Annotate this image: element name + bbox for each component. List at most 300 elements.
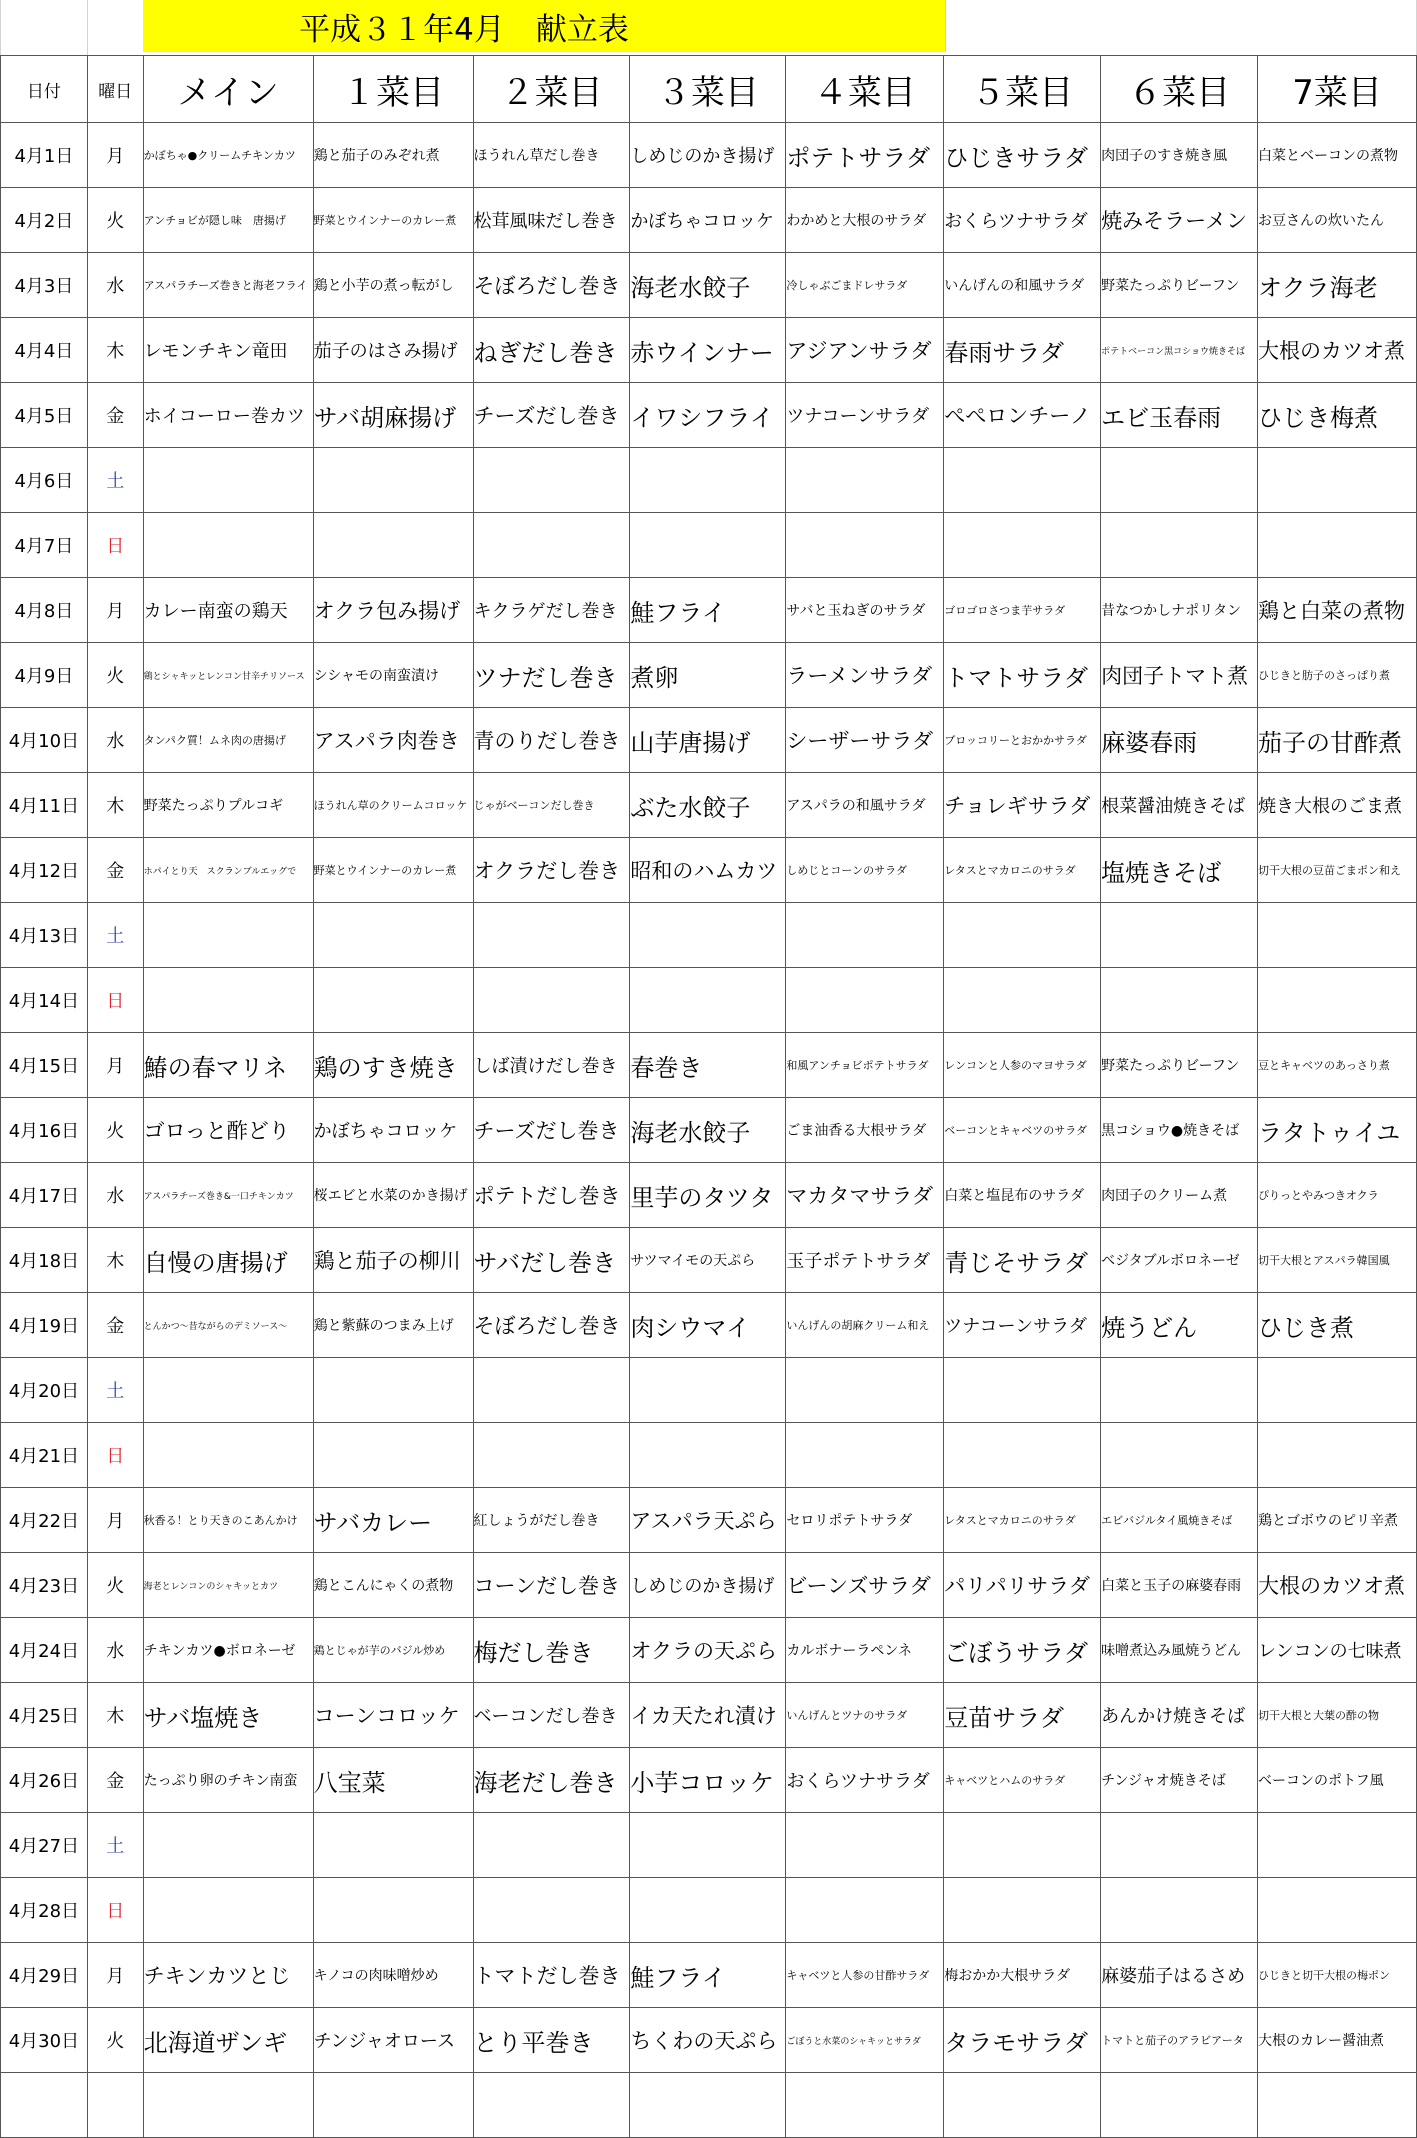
dish-name: しめじのかき揚げ [630, 1576, 775, 1597]
side-dish-cell [1258, 1683, 1417, 1748]
side-dish-cell [313, 1878, 473, 1943]
weekday-cell [87, 2073, 143, 2138]
side-dish-cell [944, 578, 1101, 643]
side-dish-cell [786, 773, 944, 838]
side-dish-cell [313, 838, 473, 903]
side-dish-cell [313, 318, 473, 383]
side-dish-cell [1101, 1683, 1258, 1748]
side-dish-cell [630, 643, 786, 708]
side-dish-cell [630, 968, 786, 1033]
date-cell: 4月14日 [1, 968, 88, 1033]
side-dish-cell [630, 2073, 786, 2138]
dish-name: 野菜とウインナーのカレー煮 [313, 214, 457, 227]
dish-name: 鶏と白菜の煮物 [1258, 599, 1406, 623]
dish-name: 鶏とこんにゃくの煮物 [313, 1578, 454, 1594]
side-dish-cell [473, 448, 630, 513]
dish-name: ひじき煮 [1258, 1313, 1355, 1342]
side-dish-cell [786, 1033, 944, 1098]
weekday-cell: 金 [87, 1293, 143, 1358]
side-dish-cell [944, 838, 1101, 903]
side-dish-cell [1258, 188, 1417, 253]
side-dish-cell [786, 968, 944, 1033]
side-dish-cell [1101, 1553, 1258, 1618]
dish-name: 白菜と玉子の麻婆春雨 [1101, 1578, 1242, 1594]
weekday-cell: 月 [87, 1488, 143, 1553]
dish-name: 切干大根とアスパラ韓国風 [1258, 1254, 1390, 1267]
dish-name: 春雨サラダ [944, 338, 1064, 367]
side-dish-cell [1258, 773, 1417, 838]
main-dish-cell [143, 188, 313, 253]
dish-name: ラーメンサラダ [786, 664, 933, 688]
side-dish-cell [630, 838, 786, 903]
side-dish-cell [313, 1813, 473, 1878]
side-dish-cell [1258, 513, 1417, 578]
side-dish-cell [1258, 1033, 1417, 1098]
side-dish-cell [473, 1943, 630, 2008]
table-row [1, 1553, 1417, 1618]
dish-name: ラタトゥイユ [1258, 1118, 1401, 1147]
date-cell: 4月24日 [1, 1618, 88, 1683]
date-cell: 4月10日 [1, 708, 88, 773]
side-dish-cell [1258, 2073, 1417, 2138]
side-dish-cell [630, 1488, 786, 1553]
side-dish-cell [473, 188, 630, 253]
dish-name: 茄子の甘酢煮 [1258, 728, 1403, 757]
dish-name: 鶏とじゃが芋のバジル炒め [313, 1644, 446, 1657]
main-dish-cell [143, 838, 313, 903]
side-dish-cell [630, 188, 786, 253]
main-dish-cell [143, 1748, 313, 1813]
side-dish-cell [313, 968, 473, 1033]
weekday-cell: 火 [87, 1553, 143, 1618]
main-dish-cell [143, 253, 313, 318]
side-dish-cell [786, 2008, 944, 2073]
dish-name: オクラだし巻き [473, 859, 621, 883]
side-dish-cell [313, 708, 473, 773]
dish-name: サバと玉ねぎのサラダ [786, 603, 926, 619]
dish-name: レタスとマカロニのサラダ [944, 1514, 1076, 1527]
dish-name: アンチョビが隠し味 唐揚げ [143, 214, 286, 227]
dish-name: ねぎだし巻き [473, 338, 618, 367]
side-dish-cell [473, 708, 630, 773]
dish-name: アスパラチーズ巻きと海老フライ [143, 279, 308, 292]
table-row [1, 838, 1417, 903]
side-dish-cell [786, 253, 944, 318]
side-dish-cell [944, 708, 1101, 773]
table-row [1, 188, 1417, 253]
weekday-cell: 木 [87, 773, 143, 838]
main-dish-cell [143, 1293, 313, 1358]
dish-name: 青じそサラダ [944, 1248, 1088, 1277]
dish-name: 秋香る！とり天きのこあんかけ [143, 1514, 298, 1527]
side-dish-cell [473, 838, 630, 903]
main-dish-cell [143, 1878, 313, 1943]
side-dish-cell [630, 1293, 786, 1358]
dish-name: サバカレー [313, 1508, 433, 1537]
dish-name: 山芋唐揚げ [630, 728, 751, 757]
dish-name: ベーコンだし巻き [473, 1706, 618, 1727]
date-cell: 4月30日 [1, 2008, 88, 2073]
dish-name: 梅おかか大根サラダ [944, 1968, 1071, 1984]
side-dish-cell [1258, 1423, 1417, 1488]
side-dish-cell [313, 513, 473, 578]
dish-name: ぶた水餃子 [630, 793, 751, 822]
side-dish-cell [630, 1423, 786, 1488]
weekday-cell: 日 [87, 968, 143, 1033]
table-row [1, 903, 1417, 968]
table-row [1, 708, 1417, 773]
dish-name: ベーコンのポトフ風 [1258, 1773, 1384, 1789]
dish-name: 八宝菜 [313, 1768, 386, 1797]
side-dish-cell [944, 318, 1101, 383]
main-dish-cell [143, 1683, 313, 1748]
side-dish-cell [944, 1293, 1101, 1358]
dish-name: ひじき梅煮 [1258, 403, 1379, 432]
date-cell: 4月4日 [1, 318, 88, 383]
side-dish-cell [473, 1358, 630, 1423]
side-dish-cell [1258, 253, 1417, 318]
dish-name: シシャモの南蛮漬け [313, 668, 439, 684]
side-dish-cell [473, 968, 630, 1033]
dish-name: ぺぺロンチーノ [944, 404, 1091, 428]
table-row [1, 1358, 1417, 1423]
dish-name: サツマイモの天ぷら [630, 1253, 756, 1269]
side-dish-cell [313, 1228, 473, 1293]
side-dish-cell [630, 513, 786, 578]
dish-name: イカ天たれ漬け [630, 1704, 777, 1728]
side-dish-cell [944, 1163, 1101, 1228]
weekday-cell: 土 [87, 1358, 143, 1423]
dish-name: 焼みそラーメン [1101, 209, 1248, 233]
side-dish-cell [313, 643, 473, 708]
side-dish-cell [313, 1293, 473, 1358]
dish-name: ぴりっとやみつきオクラ [1258, 1189, 1379, 1202]
dish-name: 味噌煮込み風焼うどん [1101, 1643, 1242, 1659]
dish-name: チキンカツとじ [143, 1964, 291, 1988]
dish-name: 鶏と茄子のみぞれ煮 [313, 148, 440, 164]
table-row [1, 318, 1417, 383]
table-row [1, 1228, 1417, 1293]
dish-name: 玉子ポテトサラダ [786, 1251, 931, 1272]
dish-name: ひじきと切干大根の梅ポン [1258, 1969, 1391, 1982]
date-cell: 4月2日 [1, 188, 88, 253]
side-dish-cell [630, 708, 786, 773]
dish-name: 海老水餃子 [630, 1118, 751, 1147]
side-dish-cell [473, 1228, 630, 1293]
dish-name: パリパリサラダ [944, 1574, 1090, 1598]
date-cell: 4月19日 [1, 1293, 88, 1358]
header-weekday: 曜日 [87, 56, 143, 123]
dish-name: サバ塩焼き [143, 1703, 263, 1732]
dish-name: チョレギサラダ [944, 794, 1091, 818]
side-dish-cell [944, 773, 1101, 838]
side-dish-cell [944, 1748, 1101, 1813]
weekday-cell: 水 [87, 708, 143, 773]
side-dish-cell [1258, 1358, 1417, 1423]
dish-name: 春巻き [630, 1053, 703, 1082]
side-dish-cell [786, 708, 944, 773]
side-dish-cell [1101, 1293, 1258, 1358]
side-dish-cell [313, 1683, 473, 1748]
side-dish-cell [944, 903, 1101, 968]
side-dish-cell [630, 1033, 786, 1098]
date-cell: 4月13日 [1, 903, 88, 968]
dish-name: キノコの肉味噌炒め [313, 1968, 439, 1984]
dish-name: 茄子のはさみ揚げ [313, 341, 458, 362]
main-dish-cell [143, 123, 313, 188]
side-dish-cell [786, 1748, 944, 1813]
table-row [1, 1878, 1417, 1943]
side-dish-cell [944, 2008, 1101, 2073]
dish-name: 豆とキャベツのあっさり煮 [1258, 1059, 1390, 1072]
side-dish-cell [630, 1553, 786, 1618]
side-dish-cell [473, 1878, 630, 1943]
side-dish-cell [630, 448, 786, 513]
weekday-cell: 日 [87, 1878, 143, 1943]
side-dish-cell [944, 1228, 1101, 1293]
side-dish-cell [313, 2073, 473, 2138]
dish-name: 海老だし巻き [473, 1768, 618, 1797]
dish-name: 鶏と小芋の煮っ転がし [313, 278, 454, 294]
side-dish-cell [1258, 578, 1417, 643]
side-dish-cell [786, 1488, 944, 1553]
date-cell: 4月22日 [1, 1488, 88, 1553]
dish-name: コーンだし巻き [473, 1574, 621, 1598]
main-dish-cell [143, 1358, 313, 1423]
dish-name: 松茸風味だし巻き [473, 211, 618, 232]
side-dish-cell [1258, 1618, 1417, 1683]
side-dish-cell [1101, 1488, 1258, 1553]
dish-name: おくらツナサラダ [944, 211, 1088, 232]
side-dish-cell [944, 513, 1101, 578]
date-cell: 4月11日 [1, 773, 88, 838]
side-dish-cell [630, 1228, 786, 1293]
side-dish-cell [944, 1878, 1101, 1943]
table-row [1, 2008, 1417, 2073]
side-dish-cell [786, 1943, 944, 2008]
dish-name: チキンカツ●ボロネーゼ [143, 1643, 296, 1659]
main-dish-cell [143, 578, 313, 643]
dish-name: ポテトサラダ [786, 143, 931, 172]
date-cell: 4月3日 [1, 253, 88, 318]
side-dish-cell [313, 123, 473, 188]
side-dish-cell [1101, 188, 1258, 253]
header-dish-5: ５菜目 [944, 56, 1101, 123]
date-cell: 4月25日 [1, 1683, 88, 1748]
dish-name: 青のりだし巻き [473, 729, 621, 753]
dish-name: ベジタブルボロネーゼ [1101, 1253, 1240, 1269]
side-dish-cell [473, 1488, 630, 1553]
side-dish-cell [473, 1553, 630, 1618]
dish-name: 里芋のタツタ [630, 1183, 774, 1212]
side-dish-cell [1258, 1813, 1417, 1878]
dish-name: おくらツナサラダ [786, 1771, 930, 1792]
side-dish-cell [944, 1033, 1101, 1098]
side-dish-cell [473, 383, 630, 448]
dish-name: いんげんの和風サラダ [944, 278, 1085, 294]
side-dish-cell [313, 1423, 473, 1488]
dish-name: 鮭フライ [630, 598, 726, 627]
side-dish-cell [786, 578, 944, 643]
dish-name: 鶏と紫蘇のつまみ上げ [313, 1318, 454, 1334]
side-dish-cell [1258, 2008, 1417, 2073]
dish-name: ベーコンとキャベツのサラダ [944, 1124, 1088, 1137]
main-dish-cell [143, 1098, 313, 1163]
side-dish-cell [630, 1618, 786, 1683]
table-row [1, 1423, 1417, 1488]
dish-name: ひじきと肪子のさっぱり煮 [1258, 669, 1391, 682]
date-cell: 4月7日 [1, 513, 88, 578]
dish-name: 紅しょうがだし巻き [473, 1513, 600, 1529]
side-dish-cell [1101, 1423, 1258, 1488]
dish-name: 黒コショウ●焼きそば [1101, 1123, 1240, 1139]
main-dish-cell [143, 1553, 313, 1618]
date-cell: 4月15日 [1, 1033, 88, 1098]
side-dish-cell [944, 1943, 1101, 2008]
page-title: 平成３１年4月 献立表 [299, 11, 629, 48]
side-dish-cell [313, 383, 473, 448]
dish-name: 切干大根と大葉の酢の物 [1258, 1709, 1380, 1722]
side-dish-cell [944, 1488, 1101, 1553]
date-cell: 4月27日 [1, 1813, 88, 1878]
side-dish-cell [473, 1163, 630, 1228]
date-cell: 4月23日 [1, 1553, 88, 1618]
side-dish-cell [944, 383, 1101, 448]
dish-name: 切干大根の豆苗ごまポン和え [1258, 864, 1402, 877]
dish-name: 肉団子のクリーム煮 [1101, 1188, 1228, 1204]
side-dish-cell [1258, 903, 1417, 968]
dish-name: エビ玉春雨 [1101, 403, 1222, 432]
side-dish-cell [944, 1423, 1101, 1488]
side-dish-cell [1258, 1293, 1417, 1358]
side-dish-cell [313, 1358, 473, 1423]
main-dish-cell [143, 1163, 313, 1228]
side-dish-cell [786, 1683, 944, 1748]
side-dish-cell [1101, 2008, 1258, 2073]
date-cell: 4月8日 [1, 578, 88, 643]
side-dish-cell [786, 903, 944, 968]
side-dish-cell [1101, 1358, 1258, 1423]
side-dish-cell [313, 1748, 473, 1813]
table-row [1, 578, 1417, 643]
side-dish-cell [313, 448, 473, 513]
dish-name: 麻婆春雨 [1101, 728, 1198, 757]
side-dish-cell [1258, 1943, 1417, 2008]
dish-name: サバ胡麻揚げ [313, 403, 457, 432]
side-dish-cell [313, 578, 473, 643]
side-dish-cell [1101, 708, 1258, 773]
side-dish-cell [473, 2073, 630, 2138]
side-dish-cell [313, 188, 473, 253]
table-row [1, 1488, 1417, 1553]
side-dish-cell [1258, 1163, 1417, 1228]
dish-name: ブロッコリーとおかかサラダ [944, 734, 1087, 747]
weekday-cell: 金 [87, 1748, 143, 1813]
dish-name: 鶏のすき焼き [313, 1053, 458, 1082]
side-dish-cell [1101, 1098, 1258, 1163]
dish-name: イワシフライ [630, 403, 774, 432]
side-dish-cell [630, 1683, 786, 1748]
side-dish-cell [1258, 1553, 1417, 1618]
side-dish-cell [1101, 513, 1258, 578]
dish-name: ゴロっと酢どり [143, 1119, 290, 1143]
side-dish-cell [786, 318, 944, 383]
weekday-cell: 火 [87, 188, 143, 253]
side-dish-cell [786, 1813, 944, 1878]
date-cell: 4月9日 [1, 643, 88, 708]
side-dish-cell [786, 513, 944, 578]
table-row [1, 1943, 1417, 2008]
weekday-cell: 日 [87, 1423, 143, 1488]
dish-name: エビバジルタイ風焼きそば [1101, 1514, 1233, 1527]
date-cell [1, 2073, 88, 2138]
dish-name: レンコンの七味煮 [1258, 1641, 1402, 1662]
side-dish-cell [1101, 123, 1258, 188]
side-dish-cell [630, 383, 786, 448]
side-dish-cell [313, 773, 473, 838]
dish-name: ごぼうと水菜のシャキッとサラダ [786, 2036, 921, 2047]
side-dish-cell [313, 1488, 473, 1553]
dish-name: お豆さんの炊いたん [1258, 213, 1385, 229]
side-dish-cell [944, 1098, 1101, 1163]
dish-name: 和風アンチョビポテトサラダ [786, 1059, 929, 1072]
dish-name: 煮卵 [630, 663, 679, 692]
header-main: メイン [143, 56, 313, 123]
side-dish-cell [944, 1683, 1101, 1748]
main-dish-cell [143, 1423, 313, 1488]
dish-name: チンジャオ焼きそば [1101, 1773, 1226, 1789]
weekday-cell: 月 [87, 578, 143, 643]
side-dish-cell [944, 1813, 1101, 1878]
side-dish-cell [1258, 448, 1417, 513]
side-dish-cell [313, 1098, 473, 1163]
dish-name: 野菜たっぷりプルコギ [143, 798, 284, 814]
side-dish-cell [786, 188, 944, 253]
dish-name: ツナコーンサラダ [786, 406, 930, 427]
weekday-cell: 月 [87, 1943, 143, 2008]
side-dish-cell [1101, 448, 1258, 513]
side-dish-cell [1258, 383, 1417, 448]
dish-name: いんげんとツナのサラダ [786, 1709, 908, 1722]
dish-name: じゃがベーコンだし巻き [473, 799, 595, 812]
table-row [1, 1618, 1417, 1683]
date-cell: 4月5日 [1, 383, 88, 448]
side-dish-cell [313, 1943, 473, 2008]
side-dish-cell [630, 2008, 786, 2073]
side-dish-cell [944, 1358, 1101, 1423]
side-dish-cell [786, 1228, 944, 1293]
side-dish-cell [1258, 708, 1417, 773]
side-dish-cell [1101, 773, 1258, 838]
side-dish-cell [1101, 2073, 1258, 2138]
side-dish-cell [630, 123, 786, 188]
main-dish-cell [143, 643, 313, 708]
dish-name: 鮭フライ [630, 1963, 726, 1992]
main-dish-cell [143, 1488, 313, 1553]
side-dish-cell [473, 253, 630, 318]
table-row [1, 643, 1417, 708]
table-row [1, 2073, 1417, 2138]
side-dish-cell [313, 1553, 473, 1618]
dish-name: レモンチキン竜田 [143, 341, 288, 362]
weekday-cell: 土 [87, 448, 143, 513]
side-dish-cell [786, 1878, 944, 1943]
dish-name: 北海道ザンギ [143, 2028, 288, 2057]
dish-name: 大根のカツオ煮 [1258, 1574, 1406, 1598]
side-dish-cell [473, 643, 630, 708]
date-cell: 4月17日 [1, 1163, 88, 1228]
weekday-cell: 木 [87, 1683, 143, 1748]
